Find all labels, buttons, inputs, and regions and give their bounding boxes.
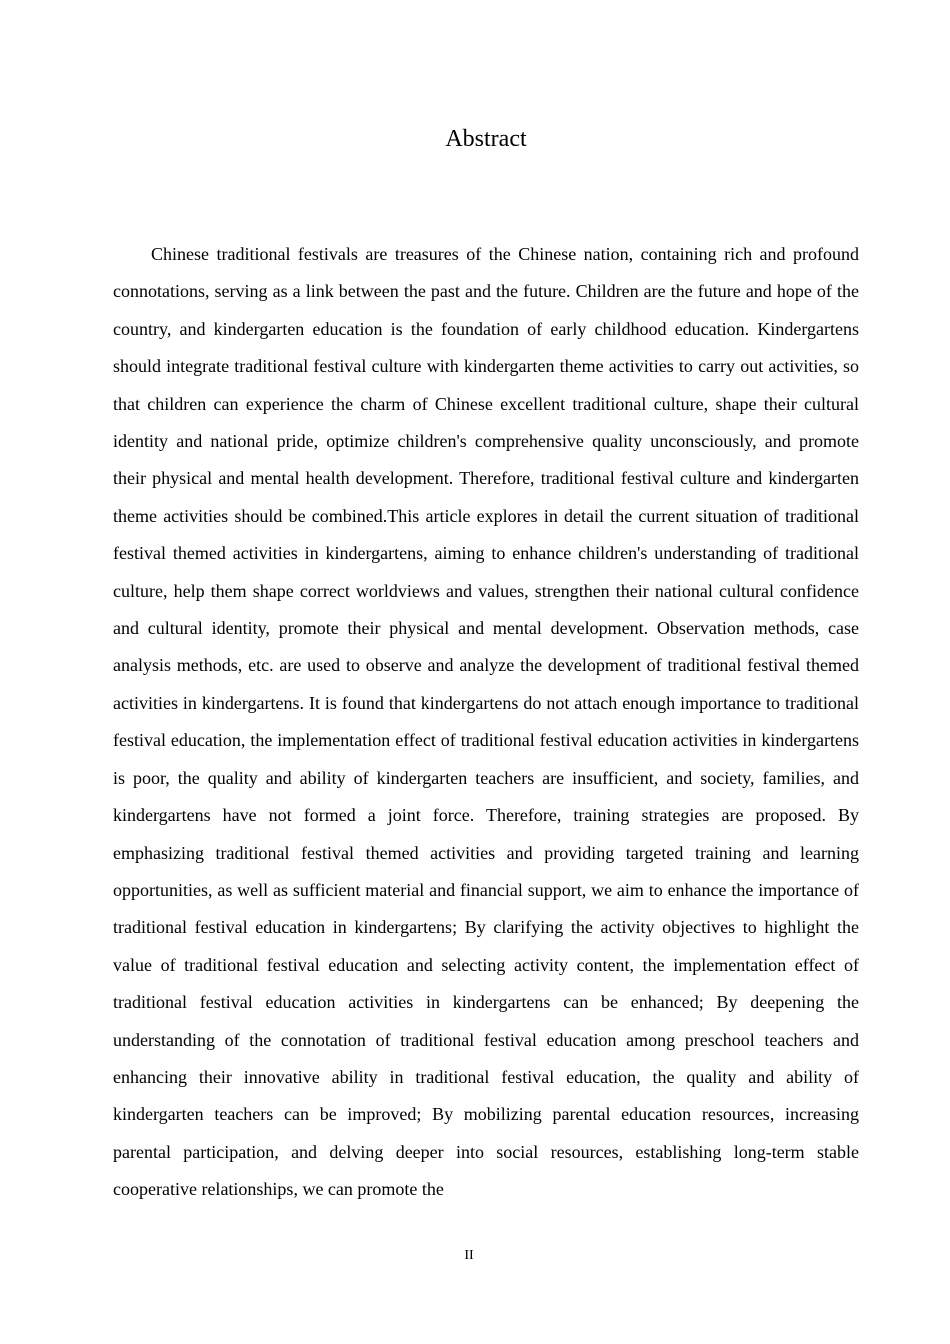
abstract-title: Abstract — [445, 126, 527, 152]
abstract-paragraph: Chinese traditional festivals are treasures of the Chinese nation, containing rich and profound connotations, serving as a link between the past and the future. Children are the future and hope of the country, and kindergarten education is the foundation of early childhood education. Kindergartens should integrate traditional festival culture with kindergarten theme activities to carry out activities, so that children can experience the charm of Chinese excellent traditional culture, shape their cultural identity and national pride, optimize children's comprehensive quality unconsciously, and promote their physical and mental health development. Therefore, traditional festival culture and kindergarten theme activities should be combined.This article explores in detail the current situation of traditional festival themed activities in kindergartens, aiming to enhance children's understanding of traditional culture, help them shape correct worldviews and values, strengthen their national cultural confidence and cultural identity, promote their physical and mental development. Observation methods, case analysis methods, etc. are used to observe and analyze the development of traditional festival themed activities in kindergartens. It is found that kindergartens do not attach enough importance to traditional festival education, the implementation effect of traditional festival education activities in kindergartens is poor, the quality and ability of kindergarten teachers are insufficient, and society, families, and kindergartens have not formed a joint force. Therefore, training strategies are proposed. By emphasizing traditional festival themed activities and providing targeted training and learning opportunities, as well as sufficient material and financial support, we aim to enhance the importance of traditional festival education in kindergartens; By clarifying the activity objectives to highlight the value of traditional festival education and selecting activity content, the implementation effect of traditional festival education activities in kindergartens can be enhanced; By deepening the understanding of the connotation of traditional festival education among preschool teachers and enhancing their innovative ability in traditional festival education, the quality and ability of kindergarten teachers can be improved; By mobilizing parental education resources, increasing parental participation, and delving deeper into social resources, establishing long-term stable cooperative relationships, we can promote the — [113, 244, 859, 1200]
page-number: II — [464, 1248, 474, 1263]
